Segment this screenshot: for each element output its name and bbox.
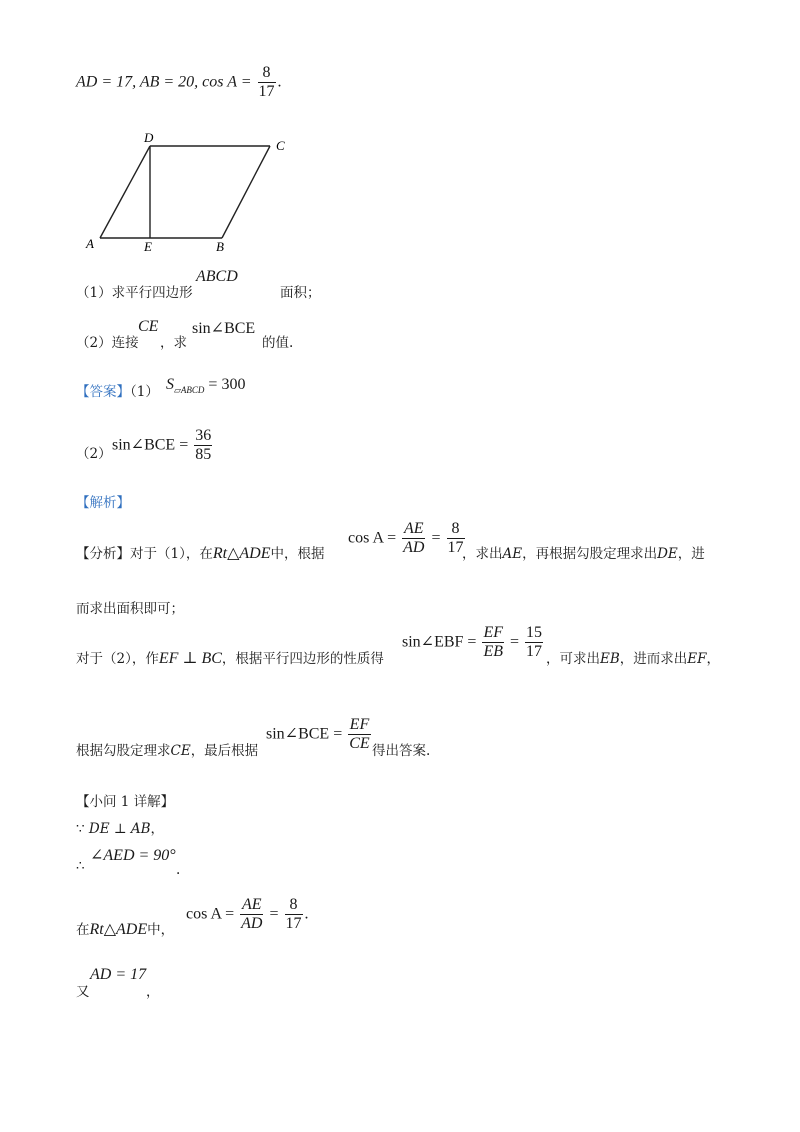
analysis-line-1b: ，求出AE，再根据勾股定理求出DE，进 (462, 546, 705, 562)
q2-seg: CE (138, 318, 159, 335)
detail-cos-formula: cos A = $\frac{AE}{AD}$ = $\frac{8}{17}$ . (186, 896, 309, 933)
edge-AD (100, 146, 150, 238)
answer-line-1: 【答案】（1） (76, 384, 159, 400)
label-B: B (216, 239, 224, 254)
q1-tail: 面积； (280, 285, 321, 301)
q1-shape: ABCD (196, 268, 238, 285)
analysis-line-3a: 对于（2），作EF ⊥ BC，根据平行四边形的性质得 (76, 650, 384, 667)
analysis-line-1a: 【分析】对于（1），在Rt△ADE中，根据 (76, 545, 325, 562)
detail-ad: AD = 17 (90, 966, 147, 983)
answer-1-value: $S_{▱ABCD} = 300$ (166, 376, 246, 396)
detail-heading: 【小问 1 详解】 (76, 794, 175, 810)
question-2: （2）连接 (76, 335, 139, 351)
q2-expr: sin∠BCE (192, 320, 256, 337)
analysis-line-3b: ，可求出EB，进而求出EF， (546, 651, 721, 667)
detail-also-tail: ， (146, 984, 160, 1000)
analysis-line-4a: 根据勾股定理求CE，最后根据 (76, 743, 259, 759)
answer-2-value: sin∠BCE = $\frac{36}{85}$ (112, 427, 212, 464)
given-line: AD = 17, AB = 20, cos A = $\frac{8}{17}$ . (76, 64, 282, 101)
detail-also: 又 (76, 984, 90, 1000)
parallelogram-figure (80, 126, 300, 256)
label-C: C (276, 138, 285, 153)
q2-mid: ，求 (160, 335, 187, 351)
given-fraction: $\frac{8}{17}$ (258, 64, 275, 101)
detail-in: 在Rt△ADE中， (76, 921, 175, 938)
label-D: D (144, 130, 154, 145)
answer-tag: 【答案】 (76, 384, 130, 400)
detail-because: ∵ DE ⊥ AB， (76, 821, 165, 837)
given-text: AD = 17, AB = 20, cos A = (76, 73, 256, 91)
question-1: （1）求平行四边形 (76, 285, 193, 301)
detail-therefore: ∴ (76, 858, 85, 874)
detail-therefore-tail: . (176, 862, 181, 878)
analysis-cos-formula: cos A = $\frac{AE}{AD}$ = $\frac{8}{17}$ (348, 520, 464, 557)
detail-angle: ∠AED = 90° (90, 847, 176, 864)
label-E: E (144, 239, 152, 254)
analysis-line-4b: 得出答案. (372, 743, 431, 759)
label-A: A (86, 236, 94, 251)
analysis-sin-bce-formula: sin∠BCE = $\frac{EF}{CE}$ (266, 716, 370, 753)
analysis-line-2: 而求出面积即可； (76, 601, 184, 617)
answer-2-label: （2） (76, 446, 112, 462)
analysis-heading: 【解析】 (76, 495, 130, 511)
edge-CB (222, 146, 270, 238)
q2-tail: 的值. (262, 335, 294, 351)
analysis-sin-ebf-formula: sin∠EBF = $\frac{EF}{EB}$ = $\frac{15}{17}$ (402, 624, 543, 661)
